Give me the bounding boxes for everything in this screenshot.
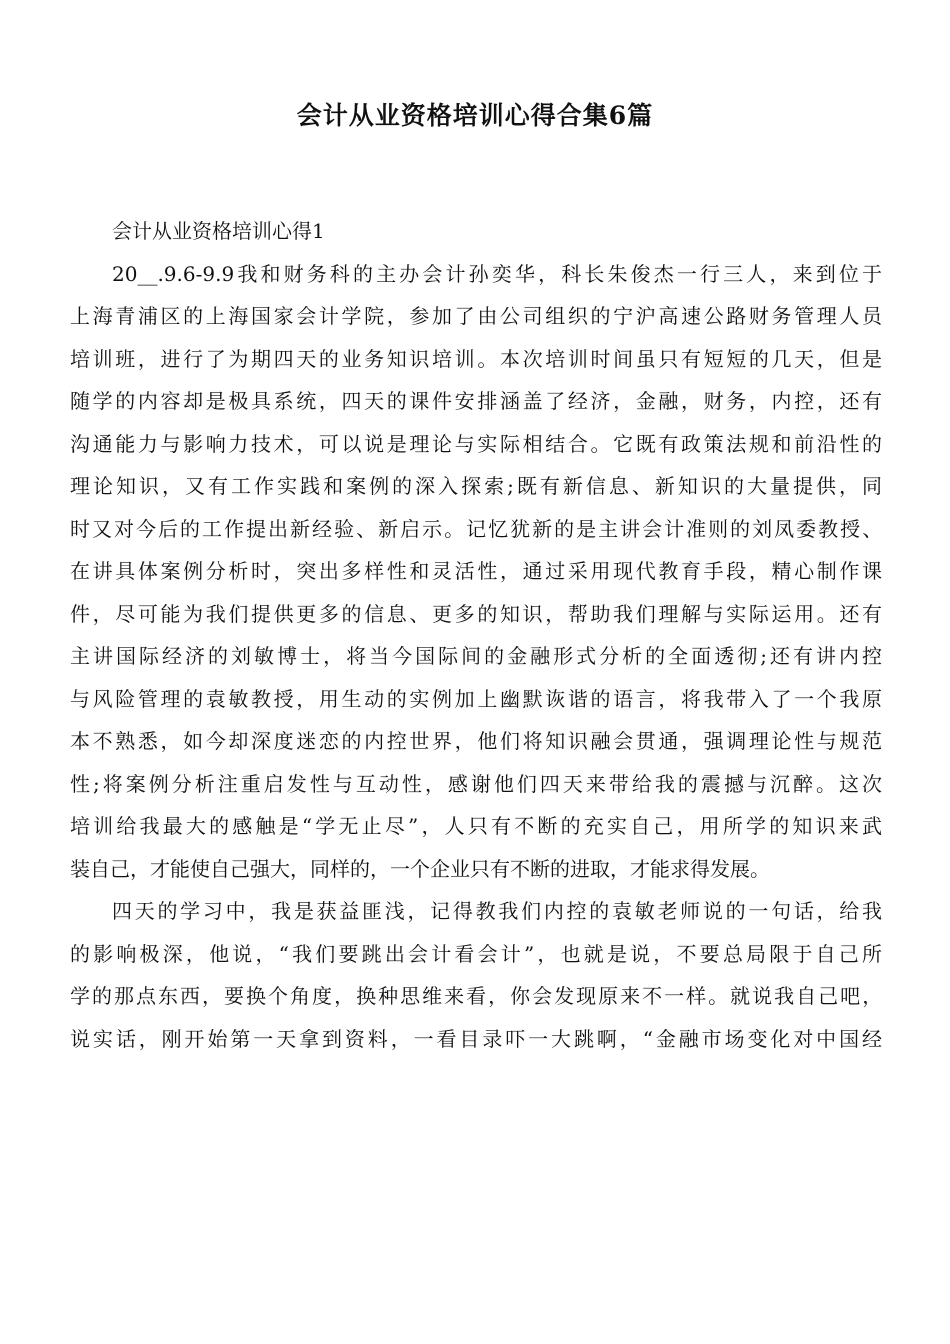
paragraph-line: 性;将案例分析注重启发性与互动性，感谢他们四天来带给我的震撼与沉醉。这次 bbox=[70, 771, 882, 796]
paragraph-line: 在讲具体案例分析时，突出多样性和灵活性，通过采用现代教育手段，精心制作课 bbox=[70, 559, 882, 583]
paragraph-line: 沟通能力与影响力技术，可以说是理论与实际相结合。它既有政策法规和前沿性的 bbox=[70, 431, 882, 456]
paragraph-line: 装自己，才能使自己强大，同样的，一个企业只有不断的进取，才能求得发展。 bbox=[70, 856, 770, 881]
paragraph-line: 培训班，进行了为期四天的业务知识培训。本次培训时间虽只有短短的几天，但是 bbox=[70, 346, 882, 371]
document-body bbox=[70, 210, 882, 1060]
paragraph-line: 本不熟悉，如今却深度迷恋的内控世界，他们将知识融会贯通，强调理论性与规范 bbox=[70, 729, 882, 753]
paragraph-line: 主讲国际经济的刘敏博士，将当今国际间的金融形式分析的全面透彻;还有讲内控 bbox=[70, 644, 882, 668]
section-heading: 会计从业资格培训心得1 bbox=[112, 219, 325, 243]
paragraph-line: 20__.9.6-9.9我和财务科的主办会计孙奕华，科长朱俊杰一行三人，来到位于 bbox=[112, 261, 882, 286]
paragraph-line: 理论知识，又有工作实践和案例的深入探索;既有新信息、新知识的大量提供，同 bbox=[70, 474, 882, 498]
paragraph-2 bbox=[70, 890, 882, 1060]
paragraph-line: 随学的内容却是极具系统，四天的课件安排涵盖了经济，金融，财务，内控，还有 bbox=[70, 389, 882, 413]
paragraph-1 bbox=[70, 253, 882, 891]
paragraph-line: 上海青浦区的上海国家会计学院，参加了由公司组织的宁沪高速公路财务管理人员 bbox=[70, 304, 882, 328]
paragraph-line: 说实话，刚开始第一天拿到资料，一看目录吓一大跳啊，“金融市场变化对中国经 bbox=[70, 1026, 882, 1051]
paragraph-line: 与风险管理的袁敏教授，用生动的实例加上幽默诙谐的语言，将我带入了一个我原 bbox=[70, 686, 882, 711]
paragraph-line: 学的那点东西，要换个角度，换种思维来看，你会发现原来不一样。就说我自己吧， bbox=[70, 984, 882, 1008]
paragraph-line: 四天的学习中，我是获益匪浅，记得教我们内控的袁敏老师说的一句话，给我 bbox=[112, 899, 882, 923]
document-title: 会计从业资格培训心得合集6篇 bbox=[296, 101, 654, 130]
paragraph-line: 件，尽可能为我们提供更多的信息、更多的知识，帮助我们理解与实际运用。还有 bbox=[70, 601, 882, 626]
paragraph-line: 时又对今后的工作提出新经验、新启示。记忆犹新的是主讲会计准则的刘凤委教授、 bbox=[70, 516, 882, 541]
paragraph-line: 的影响极深，他说，“我们要跳出会计看会计”，也就是说，不要总局限于自己所 bbox=[70, 941, 882, 966]
paragraph-line: 培训给我最大的感触是“学无止尽”，人只有不断的充实自己，用所学的知识来武 bbox=[70, 814, 882, 838]
